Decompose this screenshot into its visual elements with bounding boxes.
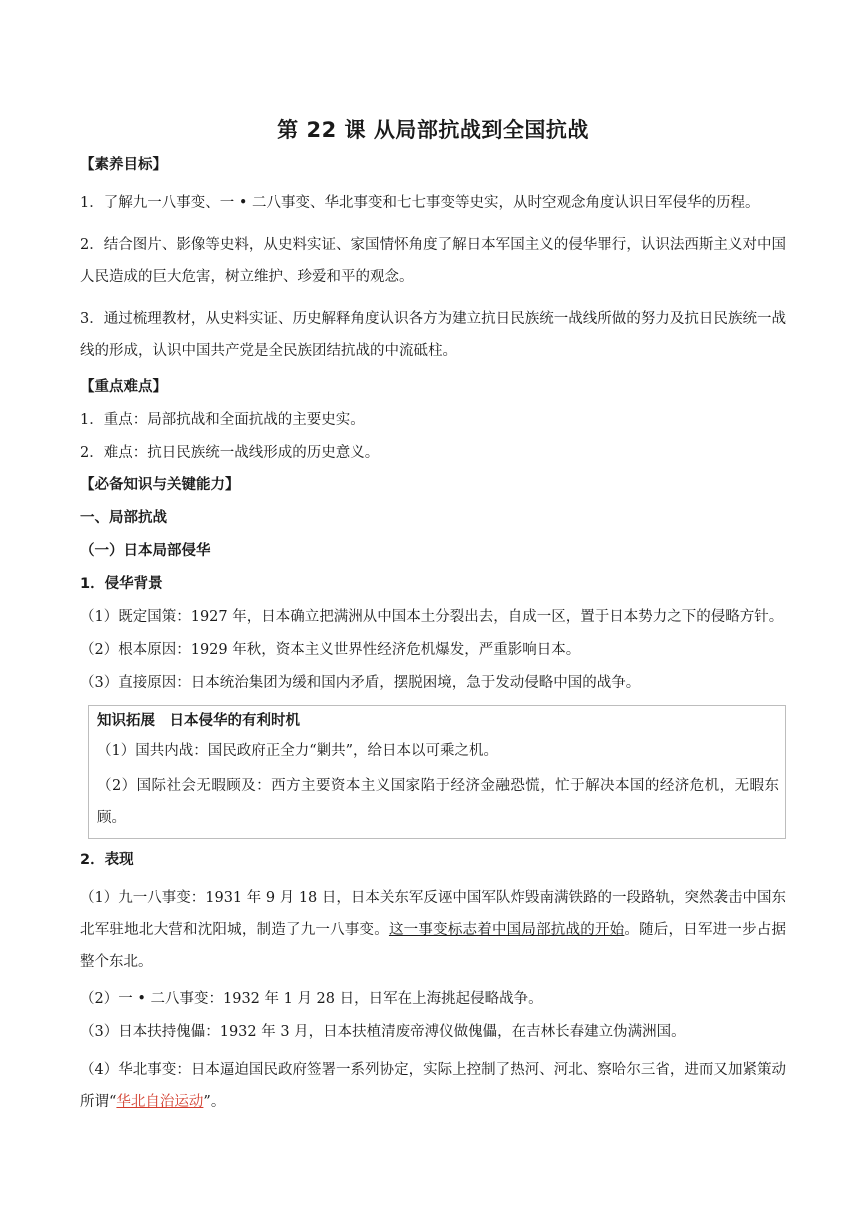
manifestation-heading: 2．表现 [80, 852, 134, 869]
underlined-key-sentence: 这一事变标志着中国局部抗战的开始 [388, 922, 625, 939]
goal-item-2: 2．结合图片、影像等史料，从史料实证、家国情怀角度了解日本军国主义的侵华罪行，认识法西斯主义对中国人民造成的巨大危害，树立维护、珍爱和平的观念。 [80, 237, 786, 286]
goals-heading: 【素养目标】 [80, 157, 167, 174]
key-points-heading: 【重点难点】 [80, 379, 167, 396]
knowledge-heading: 【必备知识与关键能力】 [80, 477, 240, 494]
north-china-autonomy-link[interactable]: 华北自治运动 [116, 1094, 204, 1111]
page-title: 第 22 课 从局部抗战到全国抗战 [277, 118, 589, 142]
item-4-text-b: ”。 [203, 1094, 226, 1111]
manifestation-item-1 [80, 882, 786, 978]
item-1-text-a: （1）九一八事变：1931 年 9 月 18 日，日本关东军反诬中国军队炸毁南满铁路的一段路轨，突然袭击中国东北军驻地北大营和沈阳城，制造了九一八事变。 [80, 890, 786, 939]
knowledge-extension-box [88, 705, 786, 839]
key-point-1: 1．重点：局部抗战和全面抗战的主要史实。 [80, 412, 365, 429]
background-item-2: （2）根本原因：1929 年秋，资本主义世界性经济危机爆发，严重影响日本。 [80, 642, 581, 659]
box-item-2: （2）国际社会无暇顾及：西方主要资本主义国家陷于经济金融恐慌，忙于解决本国的经济危机，无暇东顾。 [97, 778, 779, 827]
box-item-1: （1）国共内战：国民政府正全力“剿共”，给日本以可乘之机。 [97, 743, 499, 760]
item-4-text-a: （4）华北事变：日本逼迫国民政府签署一系列协定，实际上控制了热河、河北、察哈尔三省，进而又加紧策动所谓“ [80, 1062, 786, 1111]
manifestation-item-2: （2）一 • 二八事变：1932 年 1 月 28 日，日军在上海挑起侵略战争。 [80, 991, 543, 1008]
item-1-text-b: 。随后，日军进一步占据整个东北。 [80, 922, 787, 971]
goal-item-3: 3．通过梳理教材，从史料实证、历史解释角度认识各方为建立抗日民族统一战线所做的努力及抗日民族统一战线的形成，认识中国共产党是全民族团结抗战的中流砥柱。 [80, 311, 786, 360]
background-item-3: （3）直接原因：日本统治集团为缓和国内矛盾，摆脱困境，急于发动侵略中国的战争。 [80, 675, 641, 692]
background-heading: 1．侵华背景 [80, 576, 163, 593]
goal-item-1: 1．了解九一八事变、一 • 二八事变、华北事变和七七事变等史实，从时空观念角度认识日军侵华的历程。 [80, 195, 760, 212]
manifestation-item-3: （3）日本扶持傀儡：1932 年 3 月，日本扶植清废帝溥仪做傀儡，在吉林长春建立伪满洲国。 [80, 1024, 686, 1041]
background-item-1: （1）既定国策：1927 年，日本确立把满洲从中国本土分裂出去，自成一区，置于日本势力之下的侵略方针。 [80, 609, 784, 626]
key-point-2: 2．难点：抗日民族统一战线形成的历史意义。 [80, 445, 380, 462]
part1-heading: 一、局部抗战 [80, 510, 167, 527]
part1-sub1-heading: （一）日本局部侵华 [80, 543, 211, 560]
box-heading: 知识拓展 日本侵华的有利时机 [97, 713, 300, 730]
manifestation-item-4 [80, 1054, 786, 1118]
